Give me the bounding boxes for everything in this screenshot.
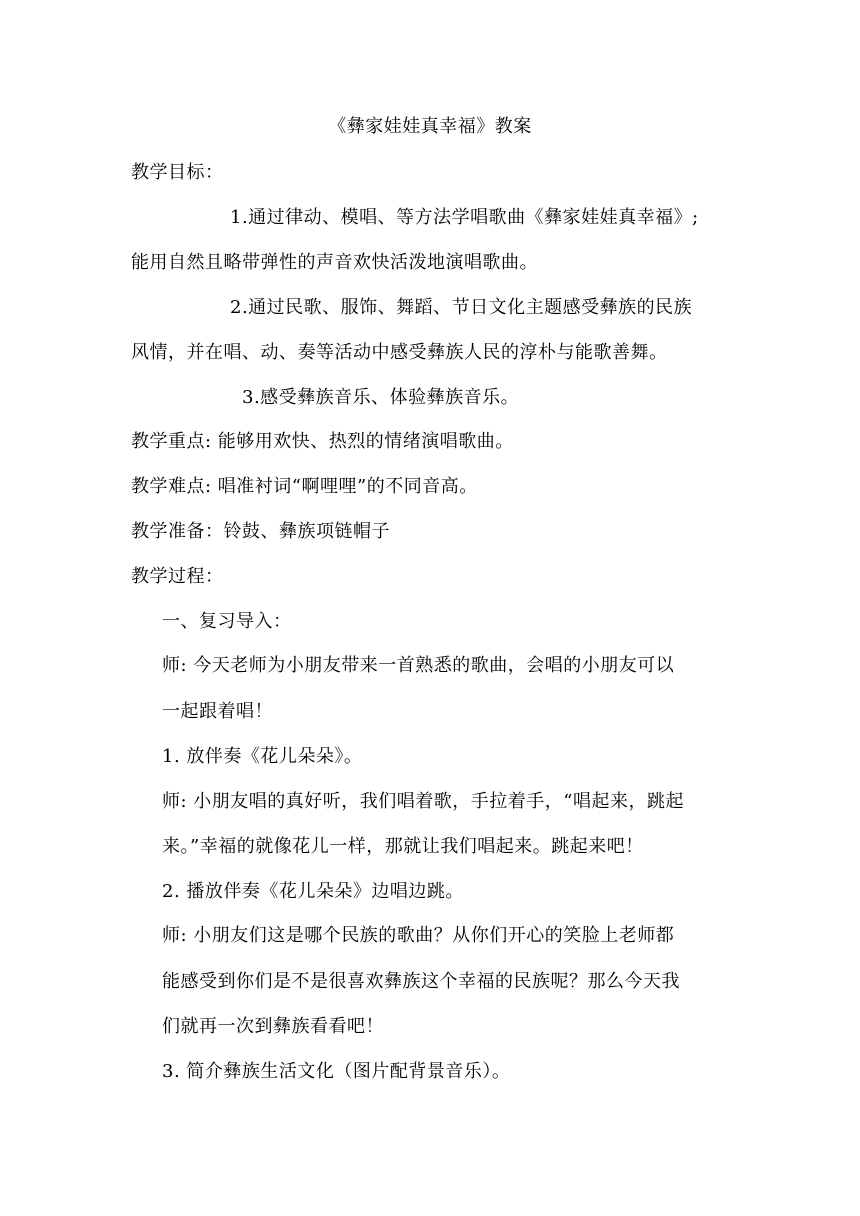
teacher-3-line-1: 师: 小朋友们这是哪个民族的歌曲？从你们开心的笑脸上老师都 bbox=[162, 925, 675, 946]
key-point: 教学重点: 能够用欢快、热烈的情绪演唱歌曲。 bbox=[131, 431, 514, 452]
goal-1-line-1: 1.通过律动、模唱、等方法学唱歌曲《彝家娃娃真幸福》; bbox=[230, 207, 699, 228]
goals-heading: 教学目标： bbox=[131, 162, 224, 183]
goal-3: 3.感受彝族音乐、体验彝族音乐。 bbox=[242, 387, 520, 408]
teacher-2-line-2: 来。”幸福的就像花儿一样，那就让我们唱起来。跳起来吧！ bbox=[162, 836, 644, 857]
process-heading: 教学过程： bbox=[131, 566, 224, 587]
teacher-3-line-2: 能感受到你们是不是很喜欢彝族这个幸福的民族呢？那么今天我 bbox=[162, 971, 680, 992]
goal-2-line-2: 风情，并在唱、动、奏等活动中感受彝族人民的淳朴与能歌善舞。 bbox=[131, 342, 668, 363]
difficulty: 教学难点: 唱准衬词“啊哩哩”的不同音高。 bbox=[131, 476, 478, 497]
teacher-1-line-2: 一起跟着唱！ bbox=[162, 701, 273, 722]
section-1-heading: 一、复习导入： bbox=[162, 611, 292, 632]
goal-2-line-1: 2.通过民歌、服饰、舞蹈、节日文化主题感受彝族的民族 bbox=[230, 297, 693, 318]
step-3: 3. 简介彝族生活文化（图片配背景音乐）。 bbox=[162, 1061, 511, 1082]
preparation: 教学准备：铃鼓、彝族项链帽子 bbox=[131, 521, 390, 542]
goal-1-line-2: 能用自然且略带弹性的声音欢快活泼地演唱歌曲。 bbox=[131, 252, 538, 273]
step-1: 1. 放伴奏《花儿朵朵》。 bbox=[162, 746, 363, 767]
teacher-1-line-1: 师: 今天老师为小朋友带来一首熟悉的歌曲，会唱的小朋友可以 bbox=[162, 655, 675, 676]
teacher-3-line-3: 们就再一次到彝族看看吧！ bbox=[162, 1016, 384, 1037]
teacher-2-line-1: 师: 小朋友唱的真好听，我们唱着歌，手拉着手，“唱起来，跳起 bbox=[162, 791, 684, 812]
document-title: 《彝家娃娃真幸福》教案 bbox=[328, 116, 532, 137]
step-2: 2. 播放伴奏《花儿朵朵》边唱边跳。 bbox=[162, 881, 464, 902]
